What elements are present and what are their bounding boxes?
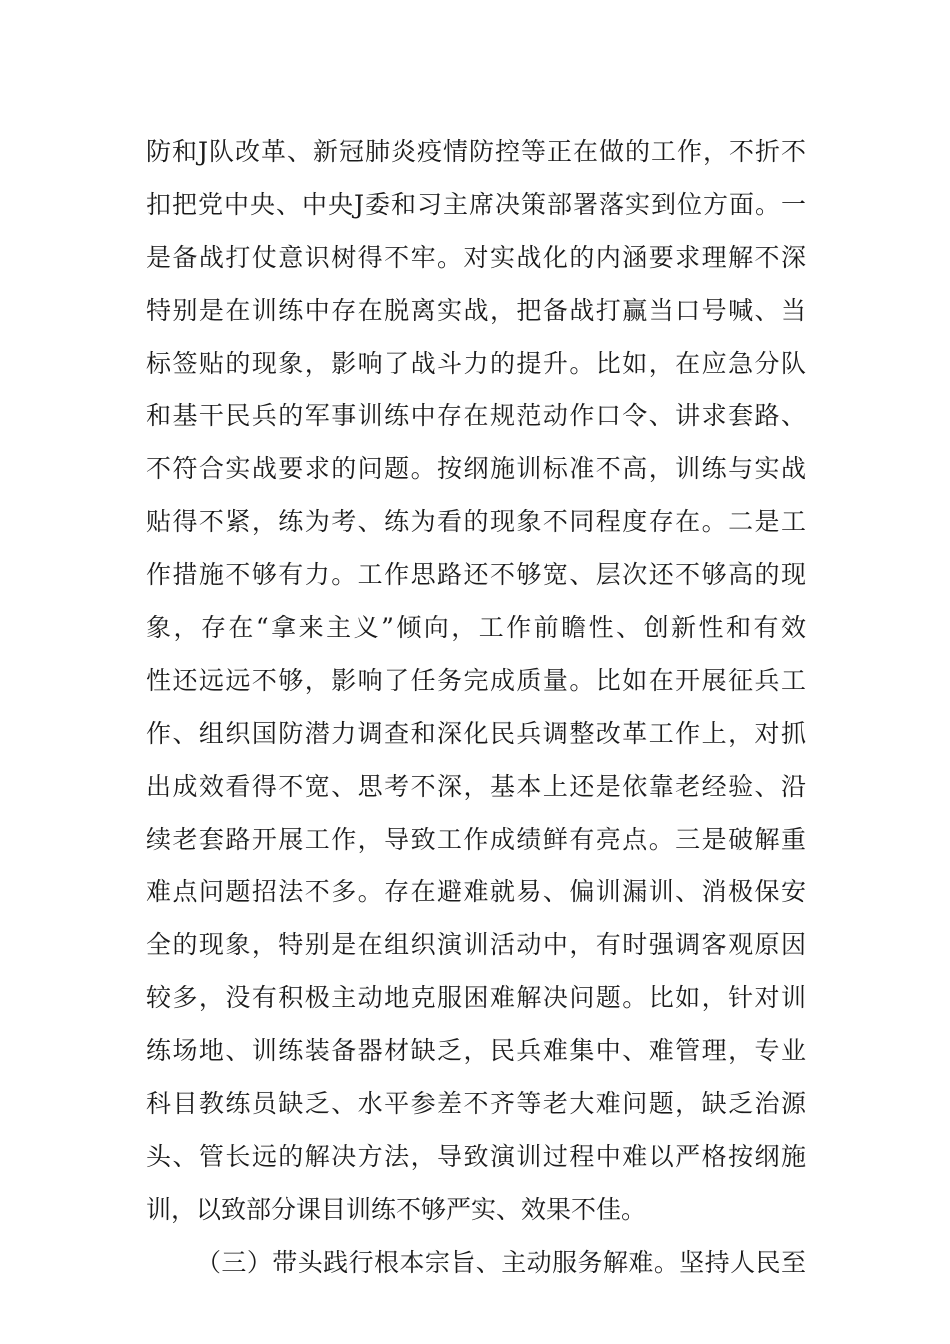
text-line: 作措施不够有力。工作思路还不够宽、层次还不够高的现: [146, 560, 806, 590]
text-line: 续老套路开展工作，导致工作成绩鲜有亮点。三是破解重: [146, 824, 806, 854]
text-line: 性还远远不够，影响了任务完成质量。比如在开展征兵工: [146, 665, 806, 695]
text-line: 防和J队改革、新冠肺炎疫情防控等正在做的工作，不折不: [146, 137, 806, 166]
text-line: 特别是在训练中存在脱离实战，把备战打赢当口号喊、当: [146, 295, 806, 325]
text-line: 出成效看得不宽、思考不深，基本上还是依靠老经验、沿: [146, 771, 806, 801]
text-line: 头、管长远的解决方法，导致演训过程中难以严格按纲施: [146, 1141, 806, 1171]
text-line: 难点问题招法不多。存在避难就易、偏训漏训、消极保安: [146, 877, 806, 907]
text-line: 是备战打仗意识树得不牢。对实战化的内涵要求理解不深: [146, 242, 806, 272]
text-line: 科目教练员缺乏、水平参差不齐等老大难问题，缺乏治源: [146, 1089, 806, 1119]
paragraph-end-line: 训，以致部分课目训练不够严实、效果不佳。: [146, 1194, 647, 1224]
text-line: 全的现象，特别是在组织演训活动中，有时强调客观原因: [146, 930, 806, 960]
text-line: 较多，没有积极主动地克服困难解决问题。比如，针对训: [146, 983, 806, 1013]
text-line: 不符合实战要求的问题。按纲施训标准不高，训练与实战: [146, 454, 806, 484]
text-line: 标签贴的现象，影响了战斗力的提升。比如，在应急分队: [146, 348, 806, 378]
text-line: 作、组织国防潜力调查和深化民兵调整改革工作上，对抓: [146, 718, 806, 748]
text-line: 和基干民兵的军事训练中存在规范动作口令、讲求套路、: [146, 401, 806, 431]
text-line: 扣把党中央、中央J委和习主席决策部署落实到位方面。一: [146, 189, 806, 219]
text-line: 练场地、训练装备器材缺乏，民兵难集中、难管理，专业: [146, 1036, 806, 1066]
section-heading-line: （三）带头践行根本宗旨、主动服务解难。坚持人民至: [196, 1247, 806, 1277]
text-line: 象，存在“拿来主义”倾向，工作前瞻性、创新性和有效: [146, 613, 806, 643]
body-text: [146, 126, 806, 1290]
text-line: 贴得不紧，练为考、练为看的现象不同程度存在。二是工: [146, 507, 806, 537]
